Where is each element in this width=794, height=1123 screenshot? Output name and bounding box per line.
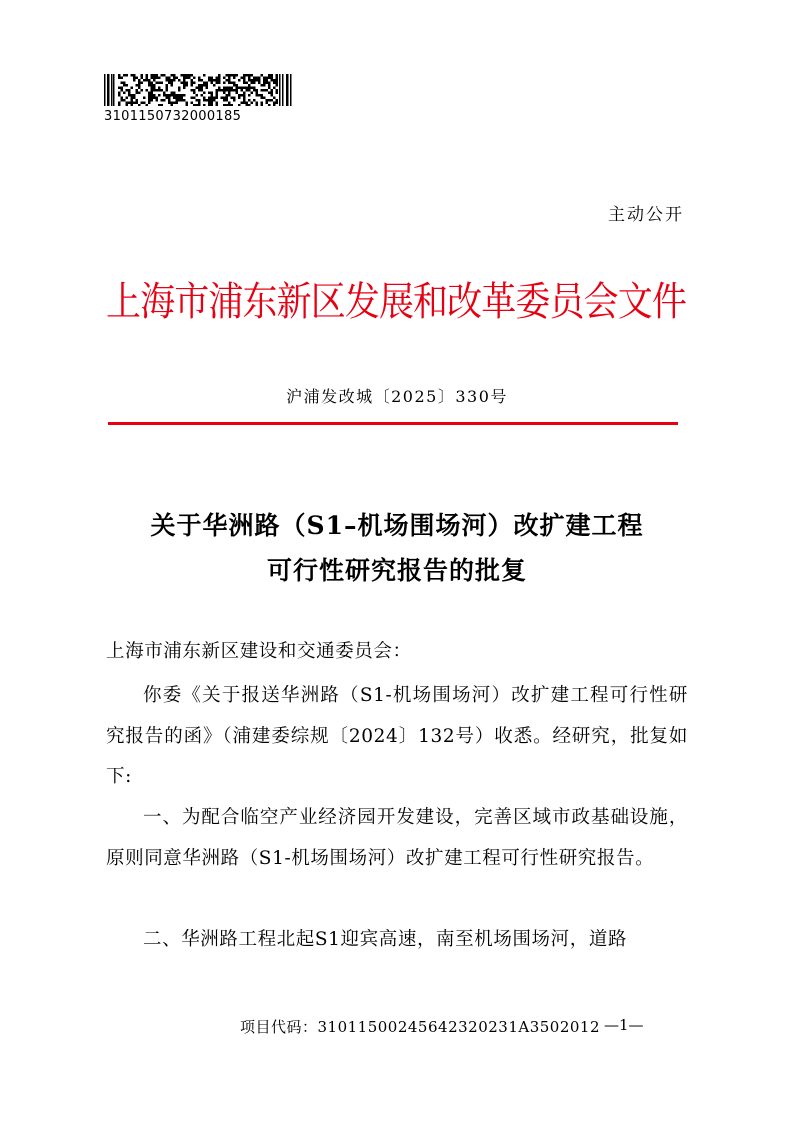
red-separator-line bbox=[108, 422, 678, 425]
disclosure-label: 主动公开 bbox=[608, 205, 684, 225]
body-paragraph-1: 你委《关于报送华洲路（S1-机场围场河）改扩建工程可行性研究报告的函》（浦建委综规〔2024〕132号）收悉。经研究，批复如下: bbox=[106, 685, 688, 787]
project-code: 项目代码：31011500245642320231A3502012 bbox=[240, 1018, 601, 1036]
document-title-line-2: 可行性研究报告的批复 bbox=[266, 556, 527, 585]
body-paragraph-3: 二、华洲路工程北起S1迎宾高速，南至机场围场河，道路 bbox=[143, 929, 628, 950]
document-title-line-1: 关于华洲路（S1–机场围场河）改扩建工程 bbox=[150, 511, 644, 540]
document-number: 沪浦发改城〔2025〕330号 bbox=[286, 387, 508, 406]
page-number: —1— bbox=[604, 1016, 644, 1034]
addressee: 上海市浦东新区建设和交通委员会： bbox=[106, 641, 412, 662]
barcode-image bbox=[104, 74, 294, 106]
issuer-letterhead: 上海市浦东新区发展和改革委员会文件 bbox=[106, 279, 686, 325]
barcode-number: 3101150732000185 bbox=[104, 109, 242, 124]
body-paragraph-2: 一、为配合临空产业经济园开发建设，完善区域市政基础设施，原则同意华洲路（S1-机场围场河）改扩建工程可行性研究报告。 bbox=[106, 807, 688, 869]
